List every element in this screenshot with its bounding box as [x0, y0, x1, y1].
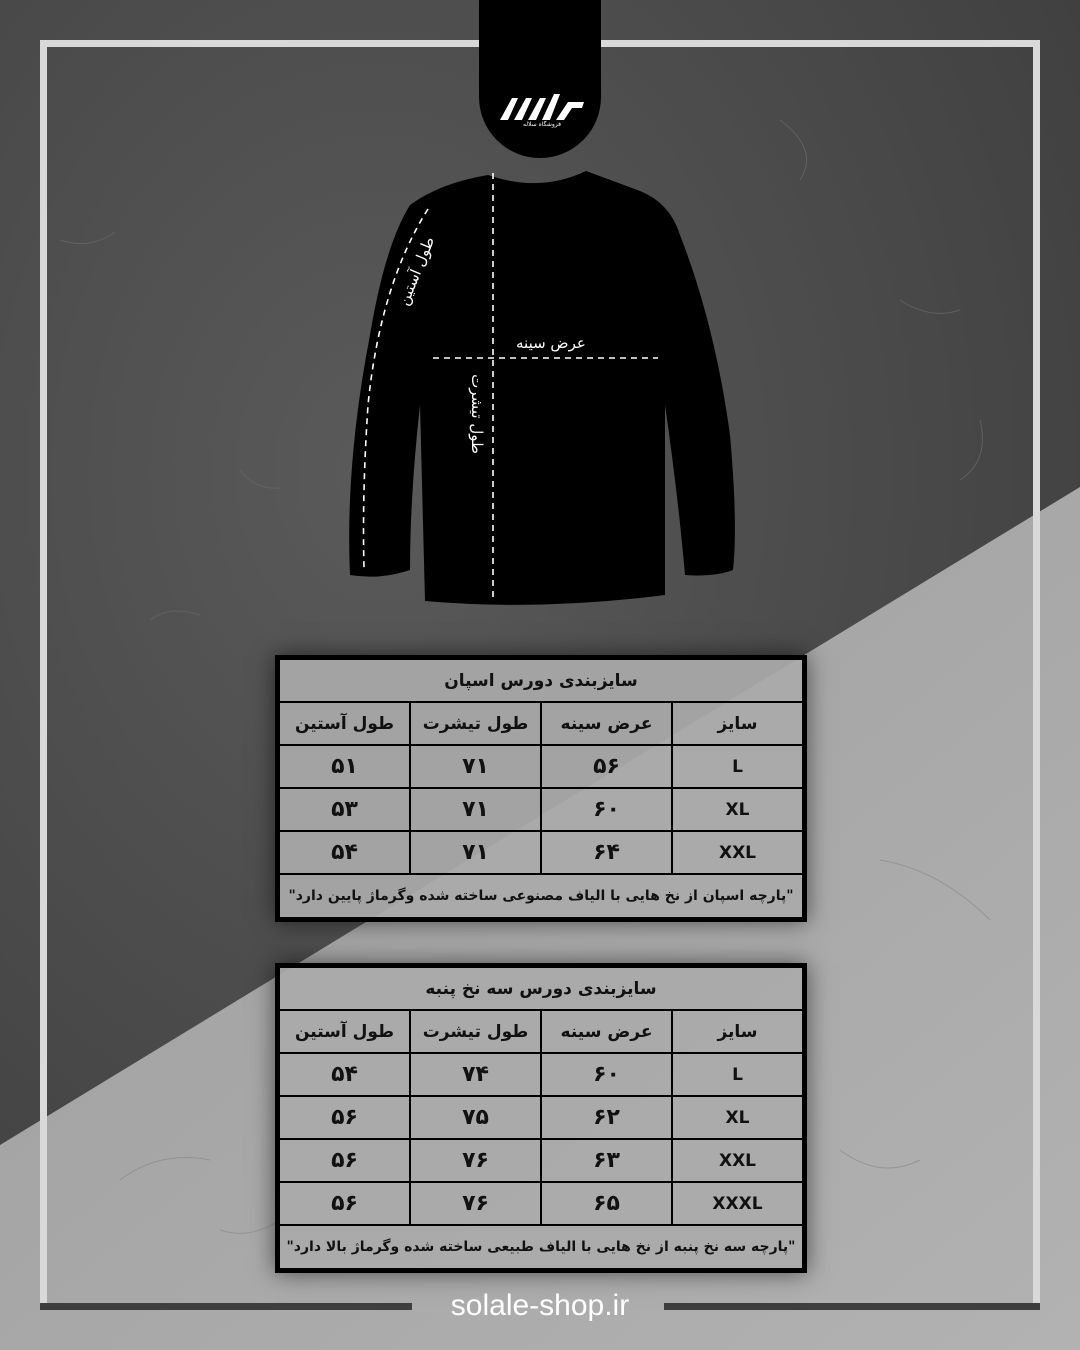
size-table-cotton — [275, 963, 807, 1273]
cell-length: ۷۱ — [410, 831, 541, 874]
cell-chest: ۶۲ — [541, 1096, 672, 1139]
frame-top-right — [600, 40, 1040, 47]
header-chest: عرض سینه — [541, 1010, 672, 1053]
cell-sleeve: ۵۳ — [279, 788, 410, 831]
header-sleeve: طول آستین — [279, 1010, 410, 1053]
cell-size: XXL — [672, 1139, 803, 1182]
cell-length: ۷۴ — [410, 1053, 541, 1096]
shirt-silhouette — [349, 171, 735, 605]
cell-length: ۷۶ — [410, 1139, 541, 1182]
table-row — [279, 1139, 803, 1182]
table-header-row — [279, 702, 803, 745]
table-row — [279, 745, 803, 788]
cell-size: L — [672, 745, 803, 788]
footer — [0, 1286, 1080, 1326]
cell-sleeve: ۵۶ — [279, 1096, 410, 1139]
frame-left — [40, 40, 47, 1310]
cell-chest: ۶۵ — [541, 1182, 672, 1225]
table-title: سایزبندی دورس اسپان — [279, 659, 803, 702]
header-size: سایز — [672, 702, 803, 745]
table-row — [279, 1096, 803, 1139]
logo-subtext: فروشگاه سلاله — [523, 121, 561, 128]
shirt-diagram — [340, 165, 740, 610]
table-header-row — [279, 1010, 803, 1053]
table-row — [279, 1053, 803, 1096]
cell-chest: ۶۴ — [541, 831, 672, 874]
cell-size: XL — [672, 1096, 803, 1139]
fabric-note: "پارچه اسپان از نخ هایی با الیاف مصنوعی ساخته شده وگرماژ پایین دارد" — [279, 874, 803, 918]
frame-top-left — [40, 40, 480, 47]
cell-chest: ۶۰ — [541, 1053, 672, 1096]
table-row — [279, 1182, 803, 1225]
header-chest: عرض سینه — [541, 702, 672, 745]
cell-sleeve: ۵۴ — [279, 831, 410, 874]
cell-size: XXXL — [672, 1182, 803, 1225]
chest-label: عرض سینه — [516, 334, 586, 352]
header-sleeve: طول آستین — [279, 702, 410, 745]
brand-logo — [498, 92, 586, 122]
fabric-note: "پارچه سه نخ پنبه از نخ هایی با الیاف طبیعی ساخته شده وگرماژ بالا دارد" — [279, 1225, 803, 1269]
cell-sleeve: ۵۱ — [279, 745, 410, 788]
size-table-spun — [275, 655, 807, 922]
cell-length: ۷۵ — [410, 1096, 541, 1139]
cell-sleeve: ۵۶ — [279, 1182, 410, 1225]
cell-sleeve: ۵۶ — [279, 1139, 410, 1182]
sleeve-label: طول آستین — [394, 233, 439, 309]
cell-size: XL — [672, 788, 803, 831]
cell-length: ۷۱ — [410, 745, 541, 788]
header-size: سایز — [672, 1010, 803, 1053]
cell-length: ۷۶ — [410, 1182, 541, 1225]
cell-chest: ۶۳ — [541, 1139, 672, 1182]
header-length: طول تیشرت — [410, 702, 541, 745]
cell-sleeve: ۵۴ — [279, 1053, 410, 1096]
cell-length: ۷۱ — [410, 788, 541, 831]
table-row — [279, 788, 803, 831]
logo-tab — [479, 0, 601, 158]
length-label: طول تیشرت — [467, 374, 486, 454]
website-link[interactable]: solale-shop.ir — [450, 1289, 630, 1322]
cell-size: L — [672, 1053, 803, 1096]
table-title: سایزبندی دورس سه نخ پنبه — [279, 967, 803, 1010]
cell-chest: ۵۶ — [541, 745, 672, 788]
cell-size: XXL — [672, 831, 803, 874]
frame-right — [1033, 40, 1040, 1310]
table-row — [279, 831, 803, 874]
header-length: طول تیشرت — [410, 1010, 541, 1053]
cell-chest: ۶۰ — [541, 788, 672, 831]
